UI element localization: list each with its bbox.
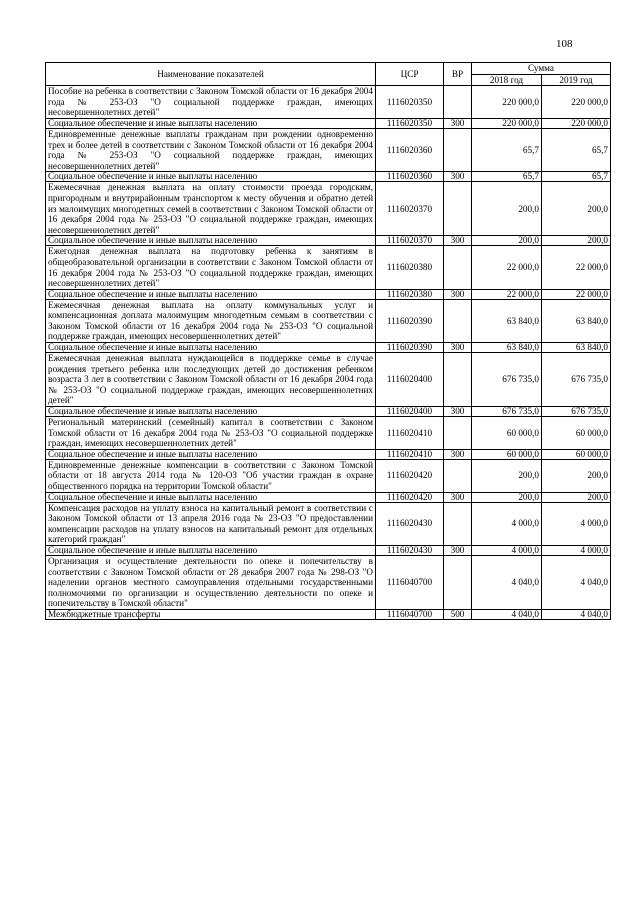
row-name: Социальное обеспечение и иные выплаты населению: [46, 289, 376, 299]
table-row: [46, 417, 611, 450]
row-name: Социальное обеспечение и иные выплаты населению: [46, 407, 376, 417]
row-csr: 1116020400: [376, 407, 444, 417]
row-2019: 22 000,0: [542, 246, 611, 289]
row-2018: 60 000,0: [472, 417, 542, 450]
row-name: Социальное обеспечение и иные выплаты населению: [46, 118, 376, 128]
table-row: [46, 545, 611, 555]
row-csr: 1116020370: [376, 182, 444, 236]
row-name: Социальное обеспечение и иные выплаты населению: [46, 172, 376, 182]
row-2018: 65,7: [472, 172, 542, 182]
row-name: Ежегодная денежная выплата на подготовку ребенка к занятиям в общеобразовательной организации в соответствии с Законом Томской области от 16 декабря 2004 года № 253-ОЗ "О социальной поддержке граждан, имеющих несовершеннолетних детей": [46, 246, 376, 289]
row-vr: 300: [444, 172, 472, 182]
row-csr: 1116020430: [376, 545, 444, 555]
row-2018: 676 735,0: [472, 407, 542, 417]
table-row: [46, 555, 611, 609]
row-vr: [444, 555, 472, 609]
row-vr: [444, 353, 472, 407]
row-csr: 1116020360: [376, 128, 444, 171]
row-2019: 4 040,0: [542, 555, 611, 609]
row-2019: 22 000,0: [542, 289, 611, 299]
row-vr: [444, 246, 472, 289]
row-2018: 22 000,0: [472, 289, 542, 299]
row-2019: 4 000,0: [542, 545, 611, 555]
row-vr: 300: [444, 545, 472, 555]
row-2019: 63 840,0: [542, 299, 611, 342]
header-vr: ВР: [444, 63, 472, 86]
row-csr: 1116020370: [376, 236, 444, 246]
row-csr: 1116020390: [376, 343, 444, 353]
row-csr: 1116020430: [376, 502, 444, 545]
row-name: Ежемесячная денежная выплата на оплату стоимости проезда городским, пригородным и внутрирайонным транспортом к месту обучения и обратно детей из малоимущих многодетных семей в соответствии с Законом Томской области от 16 декабря 2004 года № 253-ОЗ "О социальной поддержке граждан, имеющих несовершеннолетних детей": [46, 182, 376, 236]
row-name: Социальное обеспечение и иные выплаты населению: [46, 545, 376, 555]
row-2018: 4 040,0: [472, 609, 542, 619]
page-number: 108: [556, 38, 573, 50]
table-row: [46, 182, 611, 236]
row-2019: 60 000,0: [542, 449, 611, 459]
row-vr: 300: [444, 236, 472, 246]
row-name: Ежемесячная денежная выплата на оплату коммунальных услуг и компенсационная доплата малоимущим многодетным семьям в соответствии с Законом Томской области от 16 декабря 2004 года № 253-ОЗ "О социальной поддержке граждан, имеющих несовершеннолетних детей": [46, 299, 376, 342]
row-2018: 200,0: [472, 236, 542, 246]
row-csr: 1116020350: [376, 86, 444, 119]
row-2018: 200,0: [472, 492, 542, 502]
row-vr: [444, 502, 472, 545]
row-name: Социальное обеспечение и иные выплаты населению: [46, 449, 376, 459]
row-csr: 1116020420: [376, 492, 444, 502]
row-2019: 676 735,0: [542, 407, 611, 417]
row-2018: 220 000,0: [472, 86, 542, 119]
row-2019: 200,0: [542, 182, 611, 236]
row-vr: 500: [444, 609, 472, 619]
table-row: [46, 492, 611, 502]
table-row: [46, 407, 611, 417]
row-csr: 1116020390: [376, 299, 444, 342]
row-2019: 220 000,0: [542, 86, 611, 119]
table-row: [46, 459, 611, 492]
row-name: Социальное обеспечение и иные выплаты населению: [46, 236, 376, 246]
row-2019: 65,7: [542, 128, 611, 171]
row-vr: 300: [444, 407, 472, 417]
row-2018: 200,0: [472, 182, 542, 236]
table-row: [46, 236, 611, 246]
row-vr: [444, 299, 472, 342]
table-row: [46, 353, 611, 407]
row-2019: 65,7: [542, 172, 611, 182]
row-csr: 1116020350: [376, 118, 444, 128]
header-year-2019: 2019 год: [542, 74, 611, 86]
row-vr: [444, 128, 472, 171]
table-row: [46, 172, 611, 182]
row-2019: 220 000,0: [542, 118, 611, 128]
row-2018: 60 000,0: [472, 449, 542, 459]
row-name: Региональный материнский (семейный) капитал в соответствии с Законом Томской области от 16 декабря 2004 года № 253-ОЗ "О социальной поддержке граждан, имеющих несовершеннолетних детей": [46, 417, 376, 450]
row-2019: 63 840,0: [542, 343, 611, 353]
table-row: [46, 449, 611, 459]
row-name: Социальное обеспечение и иные выплаты населению: [46, 343, 376, 353]
table-row: [46, 502, 611, 545]
header-name: Наименование показателей: [46, 63, 376, 86]
row-2019: 200,0: [542, 492, 611, 502]
row-name: Единовременные денежные компенсации в соответствии с Законом Томской области от 18 августа 2014 года № 120-ОЗ "Об участии граждан в охране общественного порядка на территории Томской области": [46, 459, 376, 492]
row-2019: 200,0: [542, 236, 611, 246]
row-2018: 65,7: [472, 128, 542, 171]
row-2018: 676 735,0: [472, 353, 542, 407]
row-vr: [444, 417, 472, 450]
table-body: [46, 86, 611, 620]
row-csr: 1116020400: [376, 353, 444, 407]
row-2019: 4 000,0: [542, 502, 611, 545]
row-csr: 1116040700: [376, 609, 444, 619]
budget-table: [45, 62, 611, 620]
table-row: [46, 299, 611, 342]
row-csr: 1116020380: [376, 289, 444, 299]
row-2018: 4 000,0: [472, 502, 542, 545]
row-2018: 63 840,0: [472, 299, 542, 342]
row-2019: 676 735,0: [542, 353, 611, 407]
row-vr: [444, 459, 472, 492]
row-csr: 1116040700: [376, 555, 444, 609]
table-row: [46, 118, 611, 128]
row-vr: 300: [444, 343, 472, 353]
row-2019: 60 000,0: [542, 417, 611, 450]
row-vr: 300: [444, 449, 472, 459]
header-year-2018: 2018 год: [472, 74, 542, 86]
row-2018: 4 040,0: [472, 555, 542, 609]
row-vr: [444, 182, 472, 236]
row-2018: 220 000,0: [472, 118, 542, 128]
row-vr: 300: [444, 289, 472, 299]
row-name: Единовременные денежные выплаты гражданам при рождении одновременно трех и более детей в соответствии с Законом Томской области от 16 декабря 2004 года № 253-ОЗ "О социальной поддержке граждан, имеющих несовершеннолетних детей": [46, 128, 376, 171]
table-row: [46, 609, 611, 619]
table-row: [46, 86, 611, 119]
row-vr: 300: [444, 492, 472, 502]
row-csr: 1116020420: [376, 459, 444, 492]
row-name: Социальное обеспечение и иные выплаты населению: [46, 492, 376, 502]
row-vr: 300: [444, 118, 472, 128]
row-csr: 1116020410: [376, 417, 444, 450]
table-row: [46, 128, 611, 171]
header-sum: Сумма: [472, 63, 611, 75]
table-row: [46, 289, 611, 299]
table-row: [46, 246, 611, 289]
row-2019: 200,0: [542, 459, 611, 492]
row-name: Пособие на ребенка в соответствии с Законом Томской области от 16 декабря 2004 года № 253-ОЗ "О социальной поддержке граждан, имеющих несовершеннолетних детей": [46, 86, 376, 119]
row-2018: 22 000,0: [472, 246, 542, 289]
header-csr: ЦСР: [376, 63, 444, 86]
row-2018: 63 840,0: [472, 343, 542, 353]
row-name: Организация и осуществление деятельности по опеке и попечительству в соответствии с Законом Томской области от 28 декабря 2007 года № 298-ОЗ "О наделении органов местного самоуправления отдельными государственными полномочиями по организации и осуществлению деятельности по опеке и попечительству в Томской области": [46, 555, 376, 609]
row-name: Компенсация расходов на уплату взноса на капитальный ремонт в соответствии с Законом Томской области от 13 апреля 2016 года № 23-ОЗ "О предоставлении компенсации расходов на уплату взносов на капитальный ремонт для отдельных категорий граждан": [46, 502, 376, 545]
row-2018: 200,0: [472, 459, 542, 492]
row-csr: 1116020360: [376, 172, 444, 182]
row-csr: 1116020380: [376, 246, 444, 289]
row-vr: [444, 86, 472, 119]
table-row: [46, 343, 611, 353]
row-2019: 4 040,0: [542, 609, 611, 619]
row-name: Ежемесячная денежная выплата нуждающейся в поддержке семье в случае рождения третьего ребенка или последующих детей до достижения ребенком возраста 3 лет в соответствии с Законом Томской области от 16 декабря 2004 года № 253-ОЗ "О социальной поддержке граждан, имеющих несовершеннолетних детей": [46, 353, 376, 407]
row-2018: 4 000,0: [472, 545, 542, 555]
row-csr: 1116020410: [376, 449, 444, 459]
row-name: Межбюджетные трансферты: [46, 609, 376, 619]
